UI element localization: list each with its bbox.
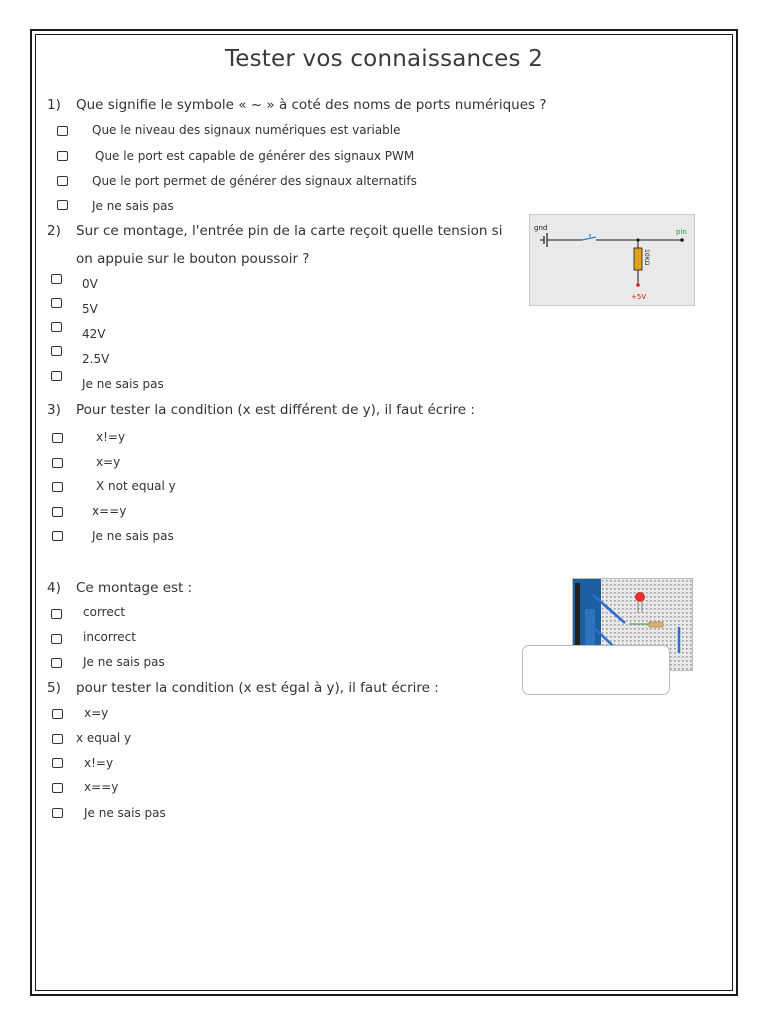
q4-option-2-label: incorrect [83, 630, 136, 644]
q5-option-3-label: x!=y [84, 756, 114, 770]
resistor [634, 248, 642, 270]
question-3-text: Pour tester la condition (x est différent de y), il faut écrire : [76, 402, 475, 418]
q2-option-5-label: Je ne sais pas [82, 377, 164, 391]
q3-option-4-checkbox[interactable] [52, 507, 63, 517]
page-title: Tester vos connaissances 2 [224, 46, 544, 72]
q1-option-4-checkbox[interactable] [57, 200, 68, 210]
q1-option-4-label: Je ne sais pas [92, 199, 174, 213]
q3-option-4-label: x==y [92, 504, 127, 518]
circuit-gnd-label: gnd [534, 224, 548, 232]
q1-option-1-label: Que le niveau des signaux numériques est variable [92, 123, 401, 137]
q2-option-2-label: 5V [82, 302, 98, 316]
q2-option-3-label: 42V [82, 327, 106, 341]
q5-option-1-checkbox[interactable] [52, 709, 63, 719]
question-2-number: 2) [47, 223, 61, 239]
q2-option-5-checkbox[interactable] [51, 371, 62, 381]
q4-option-1-label: correct [83, 605, 126, 619]
q4-option-3-label: Je ne sais pas [83, 655, 165, 669]
question-1-number: 1) [47, 97, 61, 113]
q5-option-5-checkbox[interactable] [52, 808, 63, 818]
q1-option-3-label: Que le port permet de générer des signaux alternatifs [92, 174, 417, 188]
led [635, 592, 645, 602]
q3-option-5-checkbox[interactable] [52, 531, 63, 541]
q3-option-1-checkbox[interactable] [52, 433, 63, 443]
q2-option-4-checkbox[interactable] [51, 346, 62, 356]
q1-option-2-label: Que le port est capable de générer des signaux PWM [95, 149, 415, 163]
question-5-number: 5) [47, 680, 61, 696]
q2-option-4-label: 2.5V [82, 352, 110, 366]
question-4-number: 4) [47, 580, 61, 596]
question-2-text-line2: on appuie sur le bouton poussoir ? [76, 251, 310, 267]
circuit-resistor-label: 10KΩ [643, 249, 650, 266]
circuit-supply-label: +5V [631, 293, 647, 301]
question-1-text: Que signifie le symbole « ~ » à coté des noms de ports numériques ? [76, 97, 547, 113]
q3-option-3-checkbox[interactable] [52, 482, 63, 492]
q4-option-2-checkbox[interactable] [51, 634, 62, 644]
q4-option-1-checkbox[interactable] [51, 609, 62, 619]
q1-option-2-checkbox[interactable] [57, 151, 68, 161]
q5-option-5-label: Je ne sais pas [84, 806, 166, 820]
q3-option-2-label: x=y [96, 455, 121, 469]
push-button-contact [582, 237, 596, 240]
q3-option-1-label: x!=y [96, 430, 126, 444]
q2-option-1-checkbox[interactable] [51, 274, 62, 284]
q5-option-2-checkbox[interactable] [52, 734, 63, 744]
q1-option-3-checkbox[interactable] [57, 176, 68, 186]
circuit-diagram [529, 214, 695, 306]
q3-option-3-label: X not equal y [96, 479, 176, 493]
pin-node [680, 238, 684, 242]
q5-option-4-label: x==y [84, 780, 119, 794]
circuit-pin-label: pin [676, 228, 687, 236]
q5-option-3-checkbox[interactable] [52, 758, 63, 768]
question-2-text: Sur ce montage, l'entrée pin de la carte reçoit quelle tension si [76, 223, 503, 239]
q2-option-1-label: 0V [82, 277, 98, 291]
q3-option-5-label: Je ne sais pas [92, 529, 174, 543]
q3-option-2-checkbox[interactable] [52, 458, 63, 468]
q2-option-3-checkbox[interactable] [51, 322, 62, 332]
question-5-text: pour tester la condition (x est égal à y), il faut écrire : [76, 680, 439, 696]
answer-box [522, 645, 670, 695]
question-3-number: 3) [47, 402, 61, 418]
circuit-schematic [530, 215, 694, 305]
q5-option-1-label: x=y [84, 706, 109, 720]
q5-option-4-checkbox[interactable] [52, 783, 63, 793]
q4-option-3-checkbox[interactable] [51, 658, 62, 668]
q1-option-1-checkbox[interactable] [57, 126, 68, 136]
question-4-text: Ce montage est : [76, 580, 193, 596]
q2-option-2-checkbox[interactable] [51, 298, 62, 308]
supply-node [636, 283, 640, 287]
resistor-component [649, 622, 663, 627]
q5-option-2-label: x equal y [76, 731, 132, 745]
